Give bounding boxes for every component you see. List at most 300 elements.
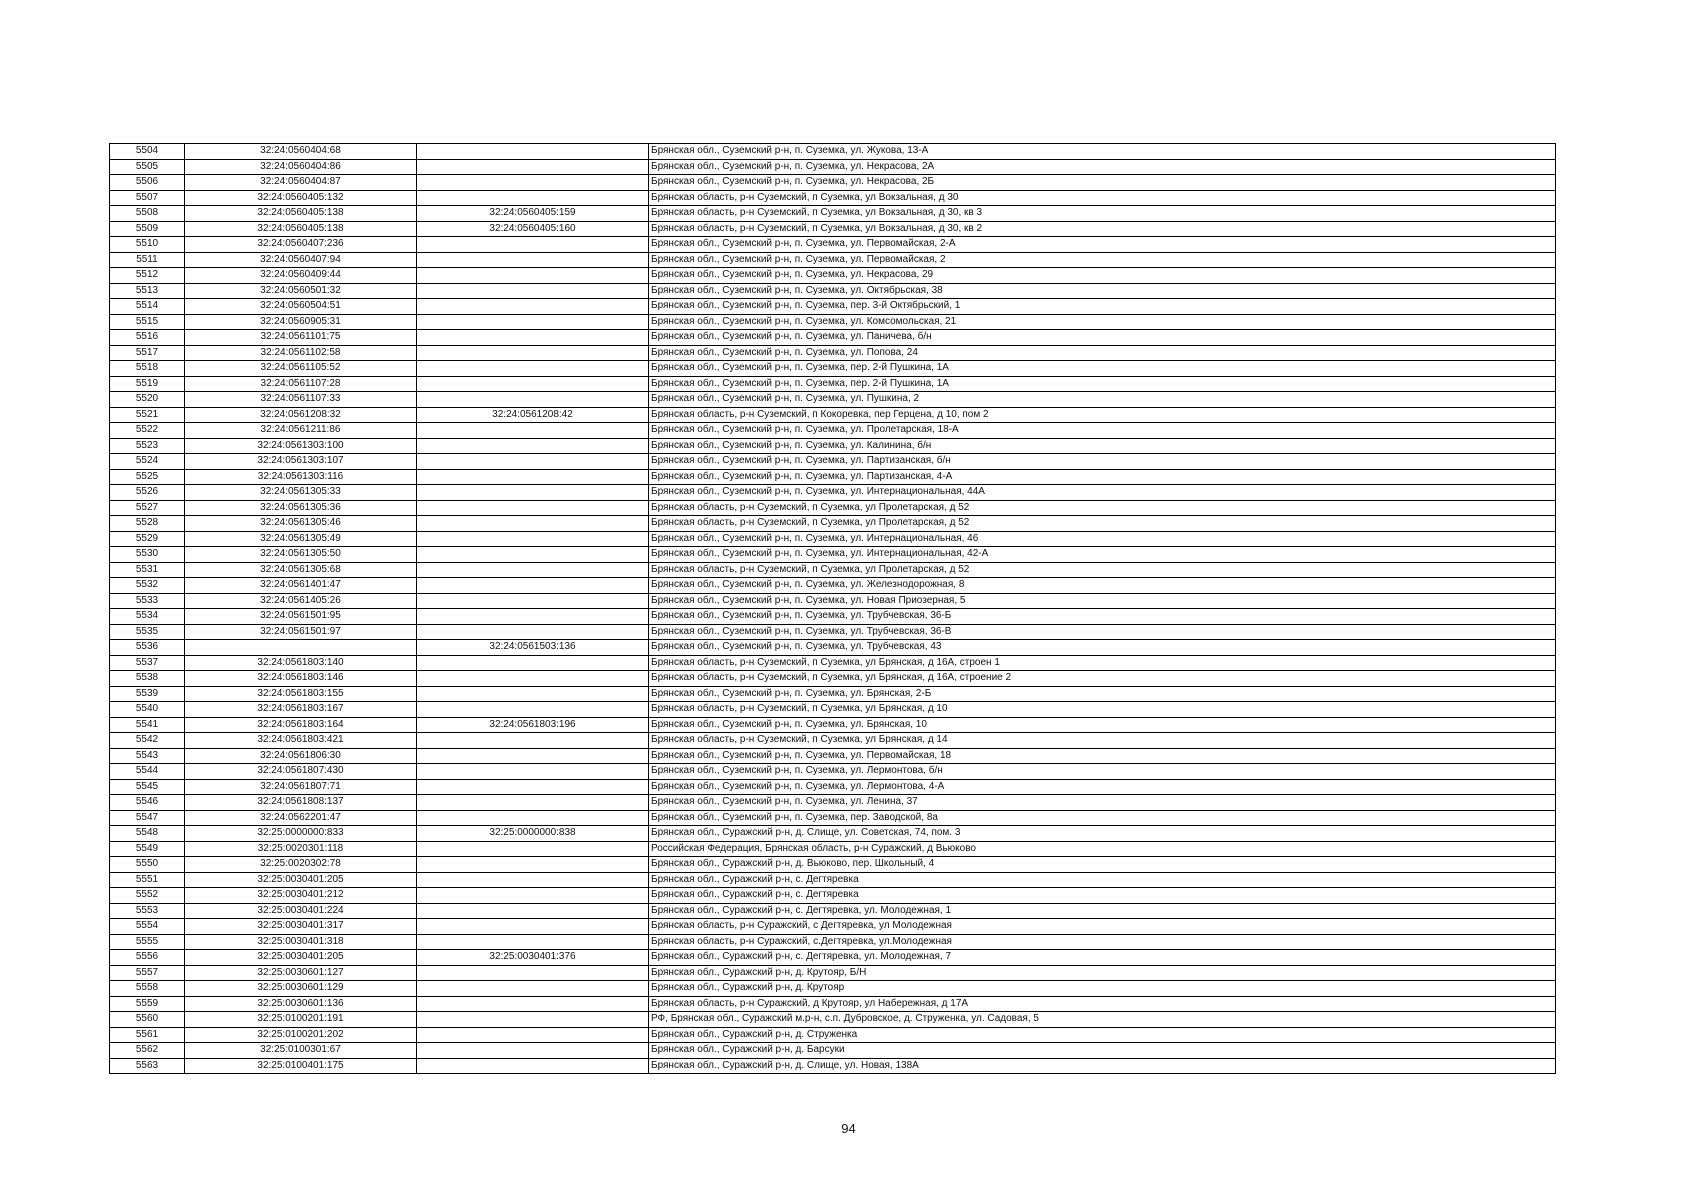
address-cell: Брянская область, р-н Суземский, п Суземка, ул Вокзальная, д 30 xyxy=(649,190,1556,206)
row-number-cell: 5563 xyxy=(110,1058,185,1074)
related-cadastral-number-cell xyxy=(417,345,649,361)
address-cell: Брянская обл., Суземский р-н, п. Суземка, ул. Жукова, 13-А xyxy=(649,144,1556,160)
related-cadastral-number-cell xyxy=(417,392,649,408)
cadastral-number-cell: 32:25:0030401:205 xyxy=(185,950,417,966)
related-cadastral-number-cell xyxy=(417,655,649,671)
address-cell: Брянская область, р-н Суземский, п Суземка, ул Брянская, д 14 xyxy=(649,733,1556,749)
table-row xyxy=(110,485,1556,501)
address-cell: Брянская обл., Суземский р-н, п. Суземка, ул. Некрасова, 2А xyxy=(649,159,1556,175)
cadastral-number-cell: 32:24:0561305:50 xyxy=(185,547,417,563)
related-cadastral-number-cell: 32:24:0561803:196 xyxy=(417,717,649,733)
related-cadastral-number-cell xyxy=(417,686,649,702)
cadastral-number-cell: 32:25:0030401:317 xyxy=(185,919,417,935)
table-row xyxy=(110,624,1556,640)
row-number-cell: 5519 xyxy=(110,376,185,392)
address-cell: Брянская обл., Суражский р-н, с. Дегтяревка, ул. Молодежная, 7 xyxy=(649,950,1556,966)
cadastral-number-cell: 32:24:0561305:36 xyxy=(185,500,417,516)
table-row xyxy=(110,221,1556,237)
row-number-cell: 5547 xyxy=(110,810,185,826)
address-cell: Брянская область, р-н Суражский, с.Дегтяревка, ул.Молодежная xyxy=(649,934,1556,950)
related-cadastral-number-cell xyxy=(417,919,649,935)
row-number-cell: 5561 xyxy=(110,1027,185,1043)
cadastral-number-cell: 32:24:0560404:68 xyxy=(185,144,417,160)
row-number-cell: 5517 xyxy=(110,345,185,361)
row-number-cell: 5527 xyxy=(110,500,185,516)
cadastral-number-cell: 32:24:0561808:137 xyxy=(185,795,417,811)
row-number-cell: 5504 xyxy=(110,144,185,160)
related-cadastral-number-cell xyxy=(417,888,649,904)
row-number-cell: 5543 xyxy=(110,748,185,764)
address-cell: Брянская область, р-н Суземский, п Суземка, ул Пролетарская, д 52 xyxy=(649,562,1556,578)
related-cadastral-number-cell xyxy=(417,330,649,346)
related-cadastral-number-cell xyxy=(417,872,649,888)
row-number-cell: 5555 xyxy=(110,934,185,950)
row-number-cell: 5518 xyxy=(110,361,185,377)
table-row xyxy=(110,857,1556,873)
related-cadastral-number-cell xyxy=(417,1012,649,1028)
cadastral-number-cell: 32:24:0561807:430 xyxy=(185,764,417,780)
table-row xyxy=(110,903,1556,919)
cadastral-number-cell: 32:24:0561803:140 xyxy=(185,655,417,671)
address-cell: Брянская обл., Суземский р-н, п. Суземка, ул. Трубчевская, 36-Б xyxy=(649,609,1556,625)
table-row xyxy=(110,1043,1556,1059)
row-number-cell: 5530 xyxy=(110,547,185,563)
address-cell: Брянская обл., Суражский р-н, д. Слище, ул. Советская, 74, пом. 3 xyxy=(649,826,1556,842)
address-cell: Брянская обл., Суземский р-н, п. Суземка, ул. Некрасова, 29 xyxy=(649,268,1556,284)
table-row xyxy=(110,237,1556,253)
table-row xyxy=(110,500,1556,516)
row-number-cell: 5546 xyxy=(110,795,185,811)
address-cell: Брянская обл., Суземский р-н, п. Суземка, ул. Брянская, 10 xyxy=(649,717,1556,733)
address-cell: Брянская обл., Суземский р-н, п. Суземка, ул. Ленина, 37 xyxy=(649,795,1556,811)
address-cell: Брянская обл., Суземский р-н, п. Суземка, ул. Октябрьская, 38 xyxy=(649,283,1556,299)
address-cell: Брянская обл., Суражский р-н, д. Слище, ул. Новая, 138А xyxy=(649,1058,1556,1074)
row-number-cell: 5542 xyxy=(110,733,185,749)
address-cell: Брянская область, р-н Суземский, п Суземка, ул Пролетарская, д 52 xyxy=(649,516,1556,532)
address-cell: Брянская обл., Суземский р-н, п. Суземка, пер. Заводской, 8а xyxy=(649,810,1556,826)
related-cadastral-number-cell: 32:24:0560405:160 xyxy=(417,221,649,237)
address-cell: Брянская обл., Суземский р-н, п. Суземка, ул. Партизанская, 4-А xyxy=(649,469,1556,485)
table-row xyxy=(110,345,1556,361)
cadastral-number-cell: 32:25:0100201:202 xyxy=(185,1027,417,1043)
related-cadastral-number-cell xyxy=(417,671,649,687)
cadastral-number-cell: 32:24:0560905:31 xyxy=(185,314,417,330)
address-cell: Брянская обл., Суземский р-н, п. Суземка, ул. Первомайская, 2-А xyxy=(649,237,1556,253)
cadastral-number-cell: 32:25:0100401:175 xyxy=(185,1058,417,1074)
table-row xyxy=(110,1058,1556,1074)
table-row xyxy=(110,438,1556,454)
cadastral-number-cell: 32:24:0561803:167 xyxy=(185,702,417,718)
address-cell: Брянская область, р-н Суземский, п Суземка, ул Брянская, д 10 xyxy=(649,702,1556,718)
related-cadastral-number-cell xyxy=(417,1043,649,1059)
table-row xyxy=(110,159,1556,175)
related-cadastral-number-cell xyxy=(417,531,649,547)
row-number-cell: 5548 xyxy=(110,826,185,842)
row-number-cell: 5544 xyxy=(110,764,185,780)
row-number-cell: 5559 xyxy=(110,996,185,1012)
cadastral-number-cell: 32:24:0561107:33 xyxy=(185,392,417,408)
row-number-cell: 5514 xyxy=(110,299,185,315)
address-cell: Брянская обл., Суземский р-н, п. Суземка, ул. Железнодорожная, 8 xyxy=(649,578,1556,594)
table-row xyxy=(110,330,1556,346)
related-cadastral-number-cell xyxy=(417,903,649,919)
address-cell: Брянская обл., Суземский р-н, п. Суземка, ул. Пушкина, 2 xyxy=(649,392,1556,408)
table-row xyxy=(110,531,1556,547)
row-number-cell: 5531 xyxy=(110,562,185,578)
related-cadastral-number-cell xyxy=(417,934,649,950)
related-cadastral-number-cell xyxy=(417,733,649,749)
cadastral-number-cell: 32:24:0560405:132 xyxy=(185,190,417,206)
table-row xyxy=(110,748,1556,764)
row-number-cell: 5528 xyxy=(110,516,185,532)
cadastral-number-cell: 32:25:0020302:78 xyxy=(185,857,417,873)
related-cadastral-number-cell xyxy=(417,593,649,609)
row-number-cell: 5532 xyxy=(110,578,185,594)
page-number: 94 xyxy=(841,1121,856,1136)
table-row xyxy=(110,733,1556,749)
address-cell: Брянская область, р-н Суражский, с Дегтяревка, ул Молодежная xyxy=(649,919,1556,935)
row-number-cell: 5533 xyxy=(110,593,185,609)
table-row xyxy=(110,407,1556,423)
cadastral-number-cell: 32:24:0562201:47 xyxy=(185,810,417,826)
address-cell: Брянская обл., Суземский р-н, п. Суземка, ул. Пролетарская, 18-А xyxy=(649,423,1556,439)
table-row xyxy=(110,361,1556,377)
address-cell: Брянская обл., Суземский р-н, п. Суземка, ул. Комсомольская, 21 xyxy=(649,314,1556,330)
address-cell: Брянская обл., Суземский р-н, п. Суземка, ул. Лермонтова, б/н xyxy=(649,764,1556,780)
cadastral-number-cell: 32:25:0030601:127 xyxy=(185,965,417,981)
cadastral-number-cell: 32:24:0560405:138 xyxy=(185,206,417,222)
related-cadastral-number-cell xyxy=(417,748,649,764)
row-number-cell: 5541 xyxy=(110,717,185,733)
table-row xyxy=(110,965,1556,981)
table-row xyxy=(110,872,1556,888)
cadastral-number-cell: 32:24:0561803:421 xyxy=(185,733,417,749)
cadastral-number-cell: 32:24:0561803:146 xyxy=(185,671,417,687)
row-number-cell: 5522 xyxy=(110,423,185,439)
table-row xyxy=(110,454,1556,470)
address-cell: Брянская обл., Суземский р-н, п. Суземка, ул. Интернациональная, 44А xyxy=(649,485,1556,501)
related-cadastral-number-cell xyxy=(417,779,649,795)
row-number-cell: 5557 xyxy=(110,965,185,981)
table-row xyxy=(110,314,1556,330)
cadastral-number-cell: 32:24:0561101:75 xyxy=(185,330,417,346)
address-cell: Брянская обл., Суземский р-н, п. Суземка, ул. Брянская, 2-Б xyxy=(649,686,1556,702)
table-row xyxy=(110,981,1556,997)
cadastral-number-cell: 32:24:0561501:97 xyxy=(185,624,417,640)
related-cadastral-number-cell xyxy=(417,175,649,191)
related-cadastral-number-cell xyxy=(417,516,649,532)
cadastral-number-cell: 32:25:0020301:118 xyxy=(185,841,417,857)
table-row xyxy=(110,547,1556,563)
cadastral-number-cell: 32:24:0560407:236 xyxy=(185,237,417,253)
cadastral-number-cell: 32:24:0561305:68 xyxy=(185,562,417,578)
row-number-cell: 5549 xyxy=(110,841,185,857)
address-cell: Брянская обл., Суземский р-н, п. Суземка, ул. Партизанская, б/н xyxy=(649,454,1556,470)
row-number-cell: 5545 xyxy=(110,779,185,795)
cadastral-number-cell: 32:24:0561305:46 xyxy=(185,516,417,532)
table-row xyxy=(110,516,1556,532)
row-number-cell: 5537 xyxy=(110,655,185,671)
table-row xyxy=(110,640,1556,656)
related-cadastral-number-cell xyxy=(417,965,649,981)
related-cadastral-number-cell xyxy=(417,485,649,501)
address-cell: Брянская обл., Суземский р-н, п. Суземка, ул. Первомайская, 2 xyxy=(649,252,1556,268)
row-number-cell: 5556 xyxy=(110,950,185,966)
address-cell: Брянская обл., Суземский р-н, п. Суземка, ул. Интернациональная, 46 xyxy=(649,531,1556,547)
table-row xyxy=(110,950,1556,966)
table-row xyxy=(110,702,1556,718)
related-cadastral-number-cell xyxy=(417,795,649,811)
address-cell: Брянская область, р-н Суземский, п Суземка, ул Брянская, д 16А, строен 1 xyxy=(649,655,1556,671)
related-cadastral-number-cell xyxy=(417,454,649,470)
address-cell: Брянская обл., Суражский р-н, с. Дегтяревка xyxy=(649,888,1556,904)
address-cell: Брянская обл., Суражский р-н, д. Барсуки xyxy=(649,1043,1556,1059)
related-cadastral-number-cell xyxy=(417,144,649,160)
cadastral-number-cell: 32:24:0561211:86 xyxy=(185,423,417,439)
related-cadastral-number-cell xyxy=(417,702,649,718)
address-cell: Брянская обл., Суражский р-н, д. Вьюково, пер. Школьный, 4 xyxy=(649,857,1556,873)
table-row xyxy=(110,779,1556,795)
table-row xyxy=(110,562,1556,578)
address-cell: РФ, Брянская обл., Суражский м.р-н, с.п. Дубровское, д. Струженка, ул. Садовая, 5 xyxy=(649,1012,1556,1028)
cadastral-number-cell: 32:24:0561208:32 xyxy=(185,407,417,423)
row-number-cell: 5553 xyxy=(110,903,185,919)
document-sheet xyxy=(109,143,1556,1074)
cadastral-number-cell: 32:24:0560404:86 xyxy=(185,159,417,175)
table-row xyxy=(110,392,1556,408)
address-cell: Брянская область, р-н Суземский, п Суземка, ул Вокзальная, д 30, кв 3 xyxy=(649,206,1556,222)
row-number-cell: 5539 xyxy=(110,686,185,702)
cadastral-number-cell: 32:25:0030601:136 xyxy=(185,996,417,1012)
cadastral-number-cell: 32:24:0561102:58 xyxy=(185,345,417,361)
row-number-cell: 5551 xyxy=(110,872,185,888)
address-cell: Брянская обл., Суземский р-н, п. Суземка, ул. Попова, 24 xyxy=(649,345,1556,361)
cadastral-number-cell: 32:25:0030601:129 xyxy=(185,981,417,997)
cadastral-number-cell: 32:24:0561303:107 xyxy=(185,454,417,470)
cadastral-number-cell: 32:24:0560504:51 xyxy=(185,299,417,315)
row-number-cell: 5510 xyxy=(110,237,185,253)
related-cadastral-number-cell xyxy=(417,547,649,563)
row-number-cell: 5513 xyxy=(110,283,185,299)
row-number-cell: 5529 xyxy=(110,531,185,547)
related-cadastral-number-cell xyxy=(417,469,649,485)
row-number-cell: 5509 xyxy=(110,221,185,237)
address-cell: Брянская обл., Суземский р-н, п. Суземка, пер. 3-й Октябрьский, 1 xyxy=(649,299,1556,315)
cadastral-number-cell: 32:24:0560404:87 xyxy=(185,175,417,191)
related-cadastral-number-cell: 32:24:0561503:136 xyxy=(417,640,649,656)
row-number-cell: 5558 xyxy=(110,981,185,997)
table-row xyxy=(110,578,1556,594)
row-number-cell: 5538 xyxy=(110,671,185,687)
cadastral-number-cell: 32:25:0100301:67 xyxy=(185,1043,417,1059)
table-row xyxy=(110,252,1556,268)
table-row xyxy=(110,283,1556,299)
related-cadastral-number-cell xyxy=(417,423,649,439)
address-cell: Брянская обл., Суземский р-н, п. Суземка, ул. Калинина, б/н xyxy=(649,438,1556,454)
row-number-cell: 5534 xyxy=(110,609,185,625)
table-row xyxy=(110,888,1556,904)
related-cadastral-number-cell: 32:25:0030401:376 xyxy=(417,950,649,966)
cadastral-number-cell: 32:25:0000000:833 xyxy=(185,826,417,842)
table-row xyxy=(110,686,1556,702)
row-number-cell: 5520 xyxy=(110,392,185,408)
row-number-cell: 5508 xyxy=(110,206,185,222)
table-row xyxy=(110,1012,1556,1028)
table-row xyxy=(110,469,1556,485)
cadastral-number-cell: 32:24:0560405:138 xyxy=(185,221,417,237)
related-cadastral-number-cell xyxy=(417,996,649,1012)
row-number-cell: 5512 xyxy=(110,268,185,284)
table-row xyxy=(110,1027,1556,1043)
related-cadastral-number-cell xyxy=(417,438,649,454)
address-cell: Брянская область, р-н Суземский, п Суземка, ул Пролетарская, д 52 xyxy=(649,500,1556,516)
related-cadastral-number-cell xyxy=(417,981,649,997)
table-row xyxy=(110,841,1556,857)
address-cell: Брянская область, р-н Суземский, п Суземка, ул Вокзальная, д 30, кв 2 xyxy=(649,221,1556,237)
row-number-cell: 5507 xyxy=(110,190,185,206)
related-cadastral-number-cell xyxy=(417,857,649,873)
cadastral-number-cell: 32:24:0560407:94 xyxy=(185,252,417,268)
address-cell: Брянская обл., Суражский р-н, д. Крутояр, Б/Н xyxy=(649,965,1556,981)
related-cadastral-number-cell xyxy=(417,810,649,826)
related-cadastral-number-cell xyxy=(417,237,649,253)
cadastral-number-cell: 32:25:0030401:318 xyxy=(185,934,417,950)
related-cadastral-number-cell: 32:25:0000000:838 xyxy=(417,826,649,842)
address-cell: Брянская обл., Суземский р-н, п. Суземка, пер. 2-й Пушкина, 1А xyxy=(649,376,1556,392)
address-cell: Брянская обл., Суземский р-н, п. Суземка, ул. Некрасова, 2Б xyxy=(649,175,1556,191)
row-number-cell: 5525 xyxy=(110,469,185,485)
related-cadastral-number-cell xyxy=(417,609,649,625)
address-cell: Брянская обл., Суражский р-н, д. Струженка xyxy=(649,1027,1556,1043)
address-cell: Брянская обл., Суземский р-н, п. Суземка, ул. Новая Приозерная, 5 xyxy=(649,593,1556,609)
address-cell: Брянская обл., Суземский р-н, п. Суземка, ул. Интернациональная, 42-А xyxy=(649,547,1556,563)
row-number-cell: 5560 xyxy=(110,1012,185,1028)
related-cadastral-number-cell xyxy=(417,283,649,299)
address-cell: Брянская обл., Суражский р-н, с. Дегтяревка xyxy=(649,872,1556,888)
row-number-cell: 5523 xyxy=(110,438,185,454)
cadastral-number-cell: 32:24:0561405:26 xyxy=(185,593,417,609)
related-cadastral-number-cell xyxy=(417,624,649,640)
address-cell: Российская Федерация, Брянская область, р-н Суражский, д Вьюково xyxy=(649,841,1556,857)
table-row xyxy=(110,919,1556,935)
table-row xyxy=(110,593,1556,609)
table-row xyxy=(110,655,1556,671)
cadastral-number-cell: 32:25:0100201:191 xyxy=(185,1012,417,1028)
row-number-cell: 5505 xyxy=(110,159,185,175)
row-number-cell: 5536 xyxy=(110,640,185,656)
address-cell: Брянская область, р-н Суземский, п Суземка, ул Брянская, д 16А, строение 2 xyxy=(649,671,1556,687)
row-number-cell: 5535 xyxy=(110,624,185,640)
row-number-cell: 5515 xyxy=(110,314,185,330)
related-cadastral-number-cell xyxy=(417,190,649,206)
table-row xyxy=(110,299,1556,315)
table-row xyxy=(110,717,1556,733)
address-cell: Брянская обл., Суземский р-н, п. Суземка, ул. Первомайская, 18 xyxy=(649,748,1556,764)
cadastral-number-cell: 32:25:0030401:224 xyxy=(185,903,417,919)
cadastral-number-cell: 32:24:0560409:44 xyxy=(185,268,417,284)
row-number-cell: 5550 xyxy=(110,857,185,873)
table-row xyxy=(110,934,1556,950)
related-cadastral-number-cell xyxy=(417,1058,649,1074)
row-number-cell: 5552 xyxy=(110,888,185,904)
cadastral-number-cell: 32:25:0030401:212 xyxy=(185,888,417,904)
related-cadastral-number-cell xyxy=(417,841,649,857)
address-cell: Брянская обл., Суземский р-н, п. Суземка, пер. 2-й Пушкина, 1А xyxy=(649,361,1556,377)
related-cadastral-number-cell xyxy=(417,578,649,594)
address-cell: Брянская обл., Суземский р-н, п. Суземка, ул. Трубчевская, 43 xyxy=(649,640,1556,656)
table-row xyxy=(110,609,1556,625)
related-cadastral-number-cell xyxy=(417,268,649,284)
related-cadastral-number-cell: 32:24:0561208:42 xyxy=(417,407,649,423)
related-cadastral-number-cell xyxy=(417,376,649,392)
row-number-cell: 5511 xyxy=(110,252,185,268)
related-cadastral-number-cell xyxy=(417,361,649,377)
property-table-body xyxy=(110,144,1556,1074)
table-row xyxy=(110,190,1556,206)
cadastral-number-cell: 32:24:0561401:47 xyxy=(185,578,417,594)
row-number-cell: 5516 xyxy=(110,330,185,346)
table-row xyxy=(110,671,1556,687)
row-number-cell: 5521 xyxy=(110,407,185,423)
cadastral-number-cell: 32:24:0561107:28 xyxy=(185,376,417,392)
row-number-cell: 5524 xyxy=(110,454,185,470)
row-number-cell: 5526 xyxy=(110,485,185,501)
property-table xyxy=(109,143,1556,1074)
table-row xyxy=(110,423,1556,439)
address-cell: Брянская область, р-н Суземский, п Кокоревка, пер Герцена, д 10, пом 2 xyxy=(649,407,1556,423)
address-cell: Брянская обл., Суземский р-н, п. Суземка, ул. Лермонтова, 4-А xyxy=(649,779,1556,795)
table-row xyxy=(110,376,1556,392)
related-cadastral-number-cell xyxy=(417,314,649,330)
related-cadastral-number-cell xyxy=(417,1027,649,1043)
related-cadastral-number-cell xyxy=(417,159,649,175)
table-row xyxy=(110,268,1556,284)
table-row xyxy=(110,764,1556,780)
address-cell: Брянская область, р-н Суражский, д Крутояр, ул Набережная, д 17А xyxy=(649,996,1556,1012)
related-cadastral-number-cell xyxy=(417,299,649,315)
table-row xyxy=(110,206,1556,222)
cadastral-number-cell: 32:25:0030401:205 xyxy=(185,872,417,888)
cadastral-number-cell xyxy=(185,640,417,656)
cadastral-number-cell: 32:24:0561303:100 xyxy=(185,438,417,454)
cadastral-number-cell: 32:24:0561305:33 xyxy=(185,485,417,501)
address-cell: Брянская обл., Суземский р-н, п. Суземка, ул. Трубчевская, 36-В xyxy=(649,624,1556,640)
row-number-cell: 5554 xyxy=(110,919,185,935)
related-cadastral-number-cell xyxy=(417,562,649,578)
cadastral-number-cell: 32:24:0561806:30 xyxy=(185,748,417,764)
cadastral-number-cell: 32:24:0561305:49 xyxy=(185,531,417,547)
address-cell: Брянская обл., Суземский р-н, п. Суземка, ул. Паничева, б/н xyxy=(649,330,1556,346)
cadastral-number-cell: 32:24:0561807:71 xyxy=(185,779,417,795)
related-cadastral-number-cell: 32:24:0560405:159 xyxy=(417,206,649,222)
row-number-cell: 5540 xyxy=(110,702,185,718)
cadastral-number-cell: 32:24:0561303:116 xyxy=(185,469,417,485)
related-cadastral-number-cell xyxy=(417,500,649,516)
row-number-cell: 5506 xyxy=(110,175,185,191)
related-cadastral-number-cell xyxy=(417,764,649,780)
related-cadastral-number-cell xyxy=(417,252,649,268)
row-number-cell: 5562 xyxy=(110,1043,185,1059)
table-row xyxy=(110,144,1556,160)
table-row xyxy=(110,826,1556,842)
address-cell: Брянская обл., Суражский р-н, с. Дегтяревка, ул. Молодежная, 1 xyxy=(649,903,1556,919)
cadastral-number-cell: 32:24:0561105:52 xyxy=(185,361,417,377)
cadastral-number-cell: 32:24:0561501:95 xyxy=(185,609,417,625)
address-cell: Брянская обл., Суражский р-н, д. Крутояр xyxy=(649,981,1556,997)
table-row xyxy=(110,795,1556,811)
table-row xyxy=(110,996,1556,1012)
table-row xyxy=(110,175,1556,191)
